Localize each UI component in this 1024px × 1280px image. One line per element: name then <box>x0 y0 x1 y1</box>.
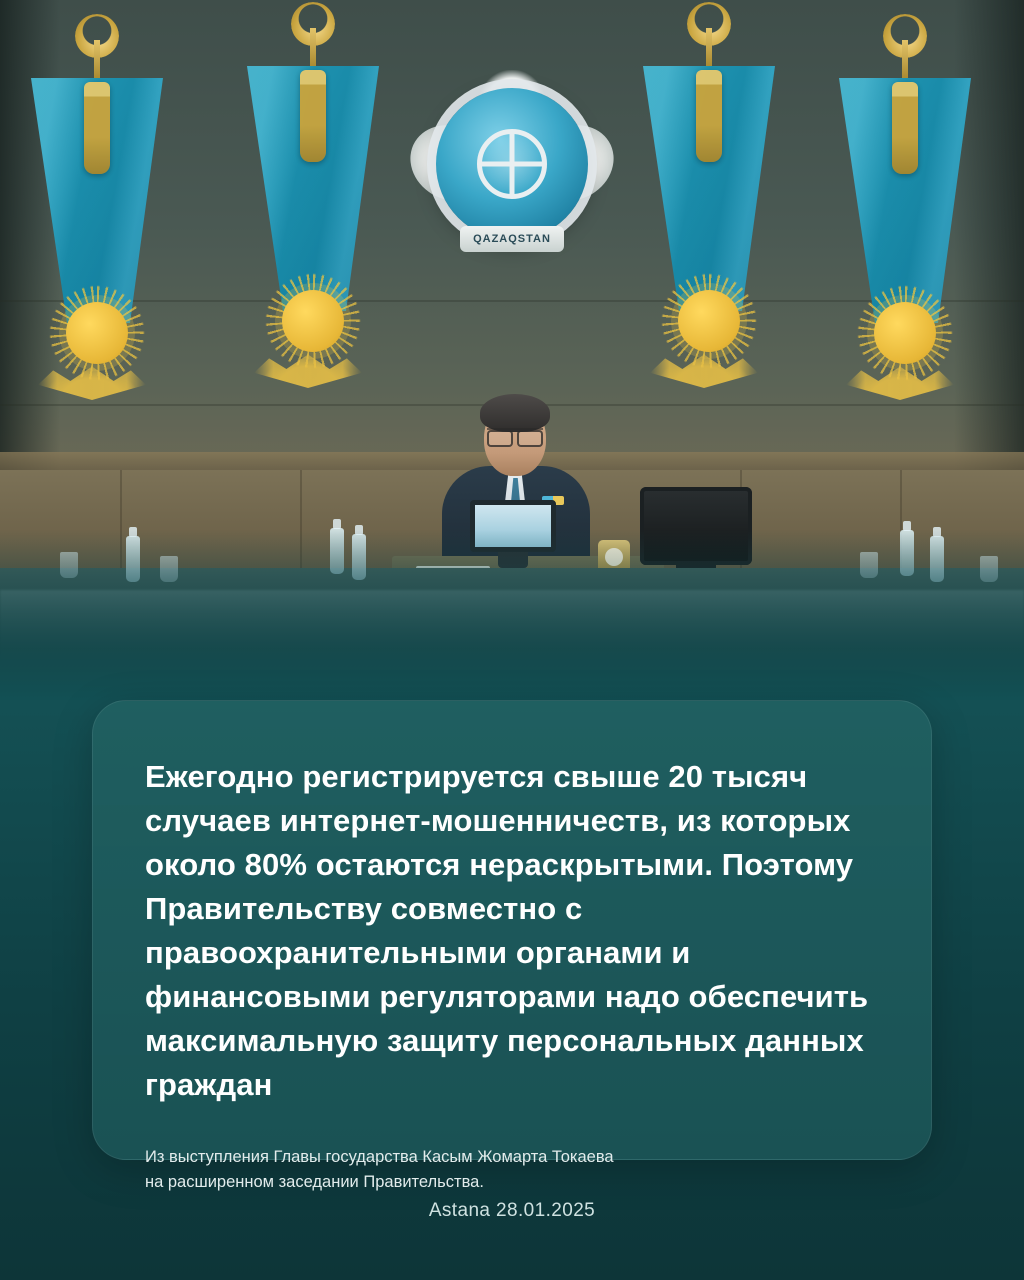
footer-place-date: Astana 28.01.2025 <box>428 1200 596 1221</box>
glasses-icon <box>487 428 543 442</box>
photo-gradient-overlay <box>0 530 1024 700</box>
flag-sun-icon <box>282 290 344 352</box>
flag-finial-icon <box>75 14 119 76</box>
quote-card <box>92 700 932 1191</box>
flag-kazakhstan <box>22 20 172 320</box>
flag-tassel <box>696 70 722 162</box>
flag-sun-icon <box>874 302 936 364</box>
state-emblem <box>414 66 610 262</box>
emblem-ribbon-label: QAZAQSTAN <box>473 233 551 245</box>
flag-kazakhstan <box>238 8 388 308</box>
flag-kazakhstan <box>830 20 980 320</box>
quote-source <box>145 1145 873 1195</box>
quote-text: Ежегодно регистрируется свыше 20 тысяч случаев интернет-мошенничеств, из которых около 80% остаются нераскрытыми. Поэтому Правительству совместно с правоохранительными органами и финансовыми регуляторами надо обеспечить максимальную защиту персональных данных граждан <box>145 759 869 1103</box>
flag-tassel <box>300 70 326 162</box>
flag-finial-icon <box>687 2 731 64</box>
quote-source-line-2: на расширенном заседании Правительства. <box>145 1172 484 1191</box>
quote-source-line-1: Из выступления Главы государства Касым Жомарта Токаева <box>145 1148 614 1167</box>
emblem-shanyrak-icon <box>477 129 547 199</box>
flag-finial-icon <box>883 14 927 76</box>
flag-finial-icon <box>291 2 335 64</box>
flag-sun-icon <box>66 302 128 364</box>
emblem-ribbon <box>460 226 564 252</box>
flag-tassel <box>84 82 110 174</box>
flag-sun-icon <box>678 290 740 352</box>
flag-kazakhstan <box>634 8 784 308</box>
flag-tassel <box>892 82 918 174</box>
speaker-hair <box>480 394 550 432</box>
